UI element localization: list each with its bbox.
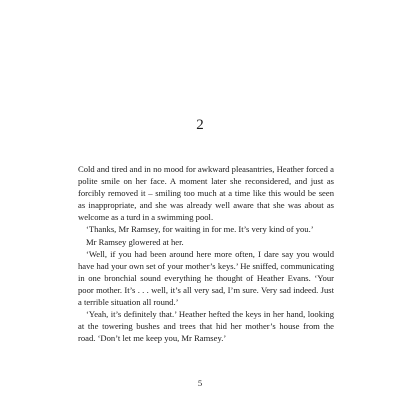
paragraph: ‘Thanks, Mr Ramsey, for waiting in for me. It’s very kind of you.’: [86, 224, 314, 235]
paragraph: ‘Yeah, it’s definitely that.’ Heather hefted the keys in her hand, looking at the towering bushes and trees that hid her mother’s house from the road. ‘Don’t let me keep you, Mr Ramsey.’: [78, 309, 334, 344]
page-number: 5: [197, 378, 203, 388]
paragraph: Mr Ramsey glowered at her.: [86, 236, 184, 247]
paragraph: ‘Well, if you had been around here more often, I dare say you would have had your own set of your mother’s keys.’ He sniffed, communicating in one bronchial sound everything he thought of Heather Evans. ‘Your poor mother. It’s . . . well, it’s all very sad, I’m sure. Very sad indeed. Just a terrible situation all round.’: [78, 248, 334, 308]
paragraph: Cold and tired and in no mood for awkward pleasantries, Heather forced a polite smile on her face. A moment later she reconsidered, and just as forcibly removed it – smiling too much at a time like this would be seen as inappropriate, and she was already well aware that she was about as welcome as a turd in a swimming pool.: [78, 164, 334, 223]
chapter-number: 2: [196, 117, 204, 133]
body-text: [78, 163, 334, 344]
